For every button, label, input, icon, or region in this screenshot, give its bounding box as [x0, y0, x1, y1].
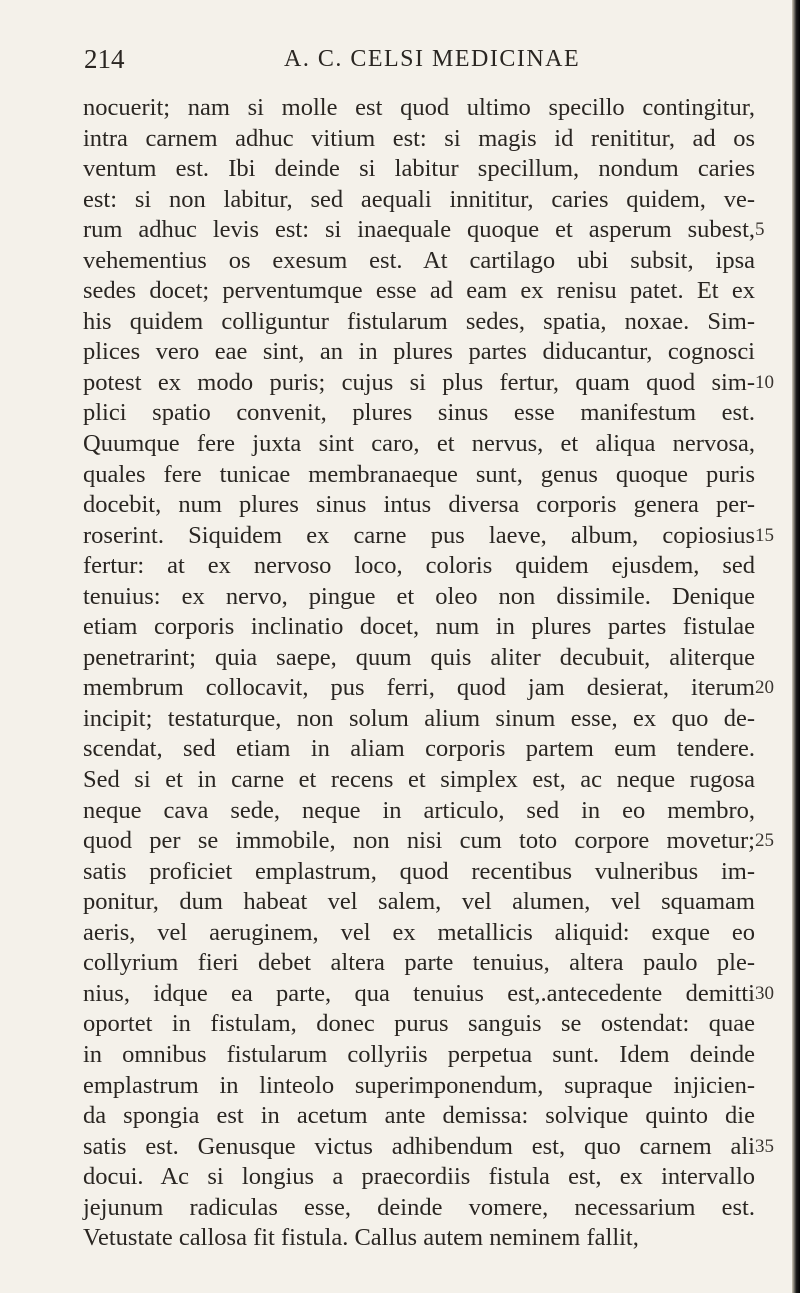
text-line	[83, 673, 774, 704]
running-title: A. C. CELSI MEDICINAE	[284, 46, 581, 72]
line-number: 25	[755, 830, 774, 852]
line-text: plices vero eae sint, an in plures partes diducantur, cognosci	[83, 338, 755, 366]
text-line	[83, 337, 755, 368]
line-text: sedes docet; perventumque esse ad eam ex renisu patet. Et ex	[83, 277, 755, 305]
page-header	[84, 44, 764, 84]
text-line	[83, 765, 755, 796]
text-line	[83, 215, 765, 246]
line-text: intra carnem adhuc vitium est: si magis id renititur, ad os	[83, 124, 755, 152]
line-number: 20	[755, 677, 774, 699]
text-line	[83, 551, 755, 582]
line-text: docebit, num plures sinus intus diversa corporis genera per-	[83, 491, 755, 519]
line-text: ponitur, dum habeat vel salem, vel alumen, vel squamam	[83, 888, 755, 916]
text-line	[83, 826, 774, 857]
text-line	[83, 979, 774, 1010]
text-line	[83, 185, 755, 216]
line-text: satis proficiet emplastrum, quod recentibus vulneribus im-	[83, 857, 755, 885]
line-text: vehementius os exesum est. At cartilago ubi subsit, ipsa	[83, 246, 755, 274]
line-text: da spongia est in acetum ante demissa: solvique quinto die	[83, 1102, 755, 1130]
line-text: in omnibus fistularum collyriis perpetua sunt. Idem deinde	[83, 1040, 755, 1068]
line-text: potest ex modo puris; cujus si plus fertur, quam quod sim-	[83, 368, 755, 396]
line-number: 5	[755, 219, 765, 241]
text-line	[83, 1009, 755, 1040]
text-line	[83, 368, 774, 399]
line-text: nius, idque ea parte, qua tenuius est,.antecedente demitti	[83, 979, 755, 1007]
line-text: collyrium fieri debet altera parte tenuius, altera paulo ple-	[83, 949, 755, 977]
text-line	[83, 1162, 755, 1193]
line-text: quod per se immobile, non nisi cum toto corpore movetur;	[83, 827, 755, 855]
line-text: penetrarint; quia saepe, quum quis aliter decubuit, aliterque	[83, 643, 755, 671]
page-number: 214	[84, 44, 125, 74]
line-text: Vetustate callosa fit fistula. Callus autem neminem fallit,	[83, 1224, 639, 1252]
line-text: incipit; testaturque, non solum alium sinum esse, ex quo de-	[83, 704, 755, 732]
line-text: rum adhuc levis est: si inaequale quoque et asperum subest,	[83, 216, 755, 244]
text-line	[83, 857, 755, 888]
line-number: 30	[755, 982, 774, 1004]
text-line	[83, 734, 755, 765]
text-line	[83, 1193, 755, 1224]
line-text: roserint. Siquidem ex carne pus laeve, album, copiosius	[83, 521, 755, 549]
line-text: Quumque fere juxta sint caro, et nervus, et aliqua nervosa,	[83, 430, 755, 458]
text-line	[83, 1132, 774, 1163]
text-line	[83, 1071, 755, 1102]
text-line	[83, 1223, 755, 1254]
text-line	[83, 521, 774, 552]
line-number: 35	[755, 1135, 774, 1157]
text-line	[83, 643, 755, 674]
line-number: 10	[755, 371, 774, 393]
text-line	[83, 582, 755, 613]
text-line	[83, 918, 755, 949]
text-line	[83, 398, 755, 429]
line-text: neque cava sede, neque in articulo, sed in eo membro,	[83, 796, 755, 824]
line-text: etiam corporis inclinatio docet, num in plures partes fistulae	[83, 613, 755, 641]
body-text	[83, 93, 793, 1254]
page-binding-edge	[792, 0, 800, 1293]
line-text: his quidem colliguntur fistularum sedes, spatia, noxae. Sim-	[83, 307, 755, 335]
text-line	[83, 246, 755, 277]
line-text: docui. Ac si longius a praecordiis fistula est, ex intervallo	[83, 1163, 755, 1191]
text-line	[83, 276, 755, 307]
text-line	[83, 612, 755, 643]
text-line	[83, 307, 755, 338]
text-line	[83, 154, 755, 185]
line-text: satis est. Genusque victus adhibendum est, quo carnem ali	[83, 1132, 755, 1160]
text-line	[83, 124, 755, 155]
line-text: nocuerit; nam si molle est quod ultimo specillo contingitur,	[83, 94, 755, 121]
text-line	[83, 796, 755, 827]
line-text: plici spatio convenit, plures sinus esse manifestum est.	[83, 399, 755, 427]
line-text: quales fere tunicae membranaeque sunt, genus quoque puris	[83, 460, 755, 488]
line-text: Sed si et in carne et recens et simplex est, ac neque rugosa	[83, 766, 755, 794]
line-text: fertur: at ex nervoso loco, coloris quidem ejusdem, sed	[83, 552, 755, 580]
text-line	[83, 887, 755, 918]
text-line	[83, 1040, 755, 1071]
text-line	[83, 1101, 755, 1132]
text-line	[83, 429, 755, 460]
text-line	[83, 460, 755, 491]
line-text: tenuius: ex nervo, pingue et oleo non dissimile. Denique	[83, 582, 755, 610]
line-text: scendat, sed etiam in aliam corporis partem eum tendere.	[83, 735, 755, 763]
line-text: membrum collocavit, pus ferri, quod jam desierat, iterum	[83, 674, 755, 702]
line-number: 15	[755, 524, 774, 546]
line-text: emplastrum in linteolo superimponendum, supraque injicien-	[83, 1071, 755, 1099]
text-line	[83, 93, 755, 124]
line-text: jejunum radiculas esse, deinde vomere, necessarium est.	[83, 1193, 755, 1221]
line-text: oportet in fistulam, donec purus sanguis se ostendat: quae	[83, 1010, 755, 1038]
line-text: aeris, vel aeruginem, vel ex metallicis aliquid: exque eo	[83, 918, 755, 946]
line-text: est: si non labitur, sed aequali innititur, caries quidem, ve-	[83, 185, 755, 213]
line-text: ventum est. Ibi deinde si labitur specillum, nondum caries	[83, 155, 755, 183]
text-line	[83, 948, 755, 979]
text-line	[83, 704, 755, 735]
text-line	[83, 490, 755, 521]
